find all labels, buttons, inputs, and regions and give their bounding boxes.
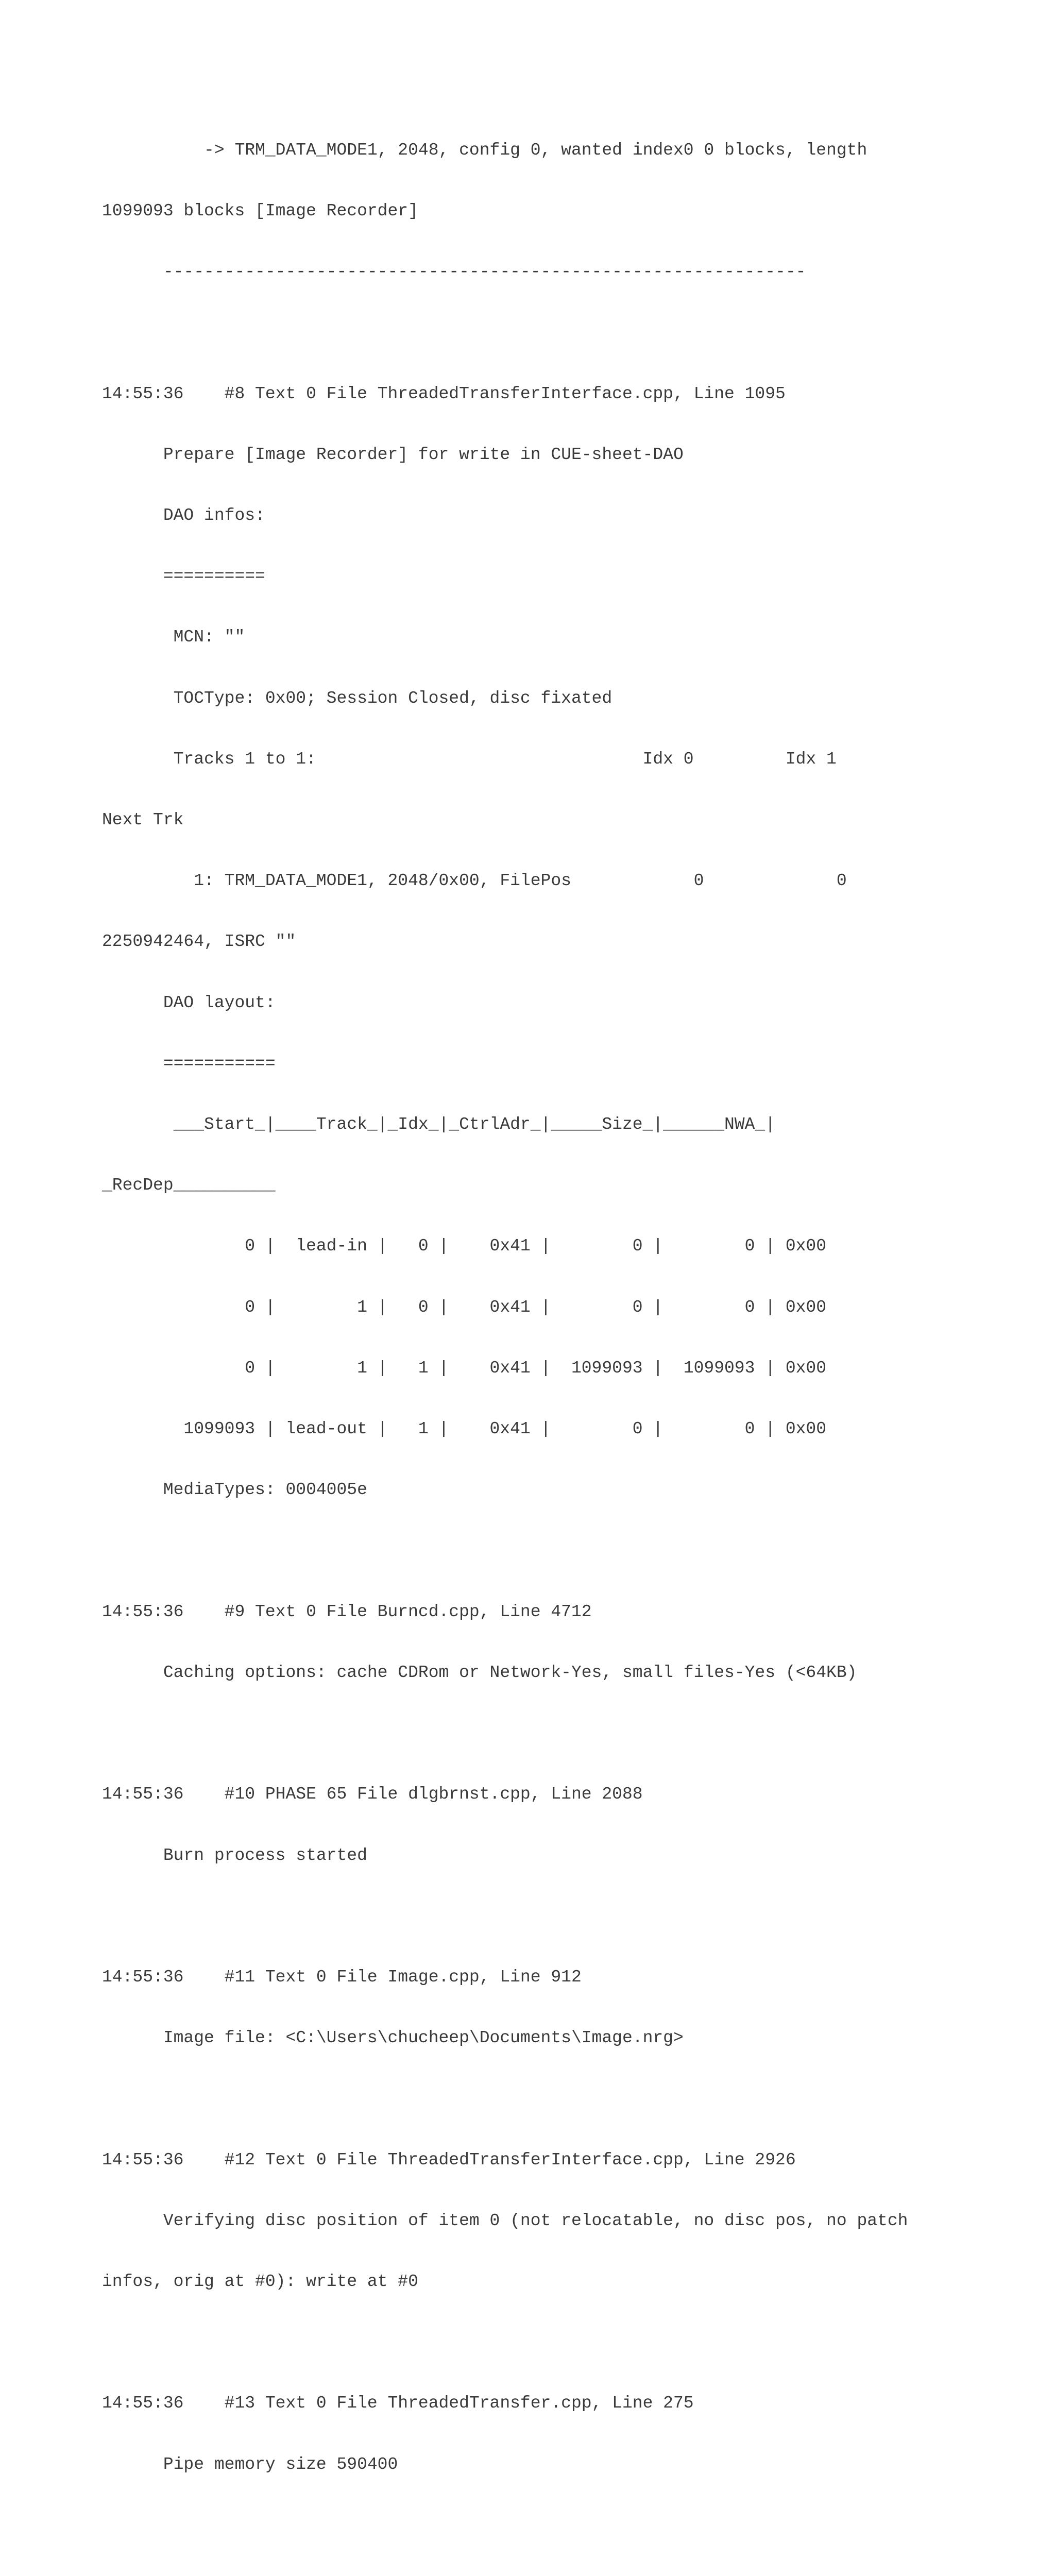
- log-entry-header: 14:55:36 #13 Text 0 File ThreadedTransfer.cpp, Line 275: [102, 2393, 1029, 2413]
- log-line: Prepare [Image Recorder] for write in CUE-sheet-DAO: [102, 445, 1029, 465]
- log-line: ==========: [102, 566, 1029, 586]
- layout-table-header: ___Start_|____Track_|_Idx_|_CtrlAdr_|_____Size_|______NWA_|: [102, 1114, 1029, 1134]
- layout-table-row: 0 | lead-in | 0 | 0x41 | 0 | 0 | 0x00: [102, 1236, 1029, 1256]
- log-line: Tracks 1 to 1: Idx 0 Idx 1: [102, 749, 1029, 769]
- log-entry-header: 14:55:36 #9 Text 0 File Burncd.cpp, Line 4712: [102, 1602, 1029, 1622]
- log-line: Pipe memory size 590400: [102, 2454, 1029, 2475]
- log-line: Next Trk: [102, 810, 1029, 830]
- log-line: DAO layout:: [102, 993, 1029, 1013]
- log-line: ===========: [102, 1054, 1029, 1074]
- blank-line: [102, 2332, 1029, 2352]
- log-entry-header: 14:55:36 #8 Text 0 File ThreadedTransferInterface.cpp, Line 1095: [102, 384, 1029, 404]
- log-line: Verifying disc position of item 0 (not relocatable, no disc pos, no patch: [102, 2211, 1029, 2231]
- log-line: MediaTypes: 0004005e: [102, 1480, 1029, 1500]
- blank-line: [102, 1540, 1029, 1561]
- log-line: Burn process started: [102, 1845, 1029, 1866]
- log-line: infos, orig at #0): write at #0: [102, 2272, 1029, 2292]
- blank-line: [102, 1906, 1029, 1926]
- log-line: DAO infos:: [102, 505, 1029, 526]
- log-line: 1099093 blocks [Image Recorder]: [102, 201, 1029, 221]
- layout-table-header: _RecDep__________: [102, 1175, 1029, 1195]
- layout-table-row: 1099093 | lead-out | 1 | 0x41 | 0 | 0 | 0x00: [102, 1419, 1029, 1439]
- blank-line: [102, 2089, 1029, 2109]
- log-line: 2250942464, ISRC "": [102, 931, 1029, 952]
- log-text-block: [102, 99, 1029, 2576]
- layout-table-row: 0 | 1 | 0 | 0x41 | 0 | 0 | 0x00: [102, 1297, 1029, 1317]
- log-line: Image file: <C:\Users\chucheep\Documents\Image.nrg>: [102, 2028, 1029, 2048]
- log-entry-header: 14:55:36 #10 PHASE 65 File dlgbrnst.cpp, Line 2088: [102, 1784, 1029, 1804]
- separator-line: ---------------------------------------------------------------: [102, 262, 1029, 282]
- log-line: 1: TRM_DATA_MODE1, 2048/0x00, FilePos 0 0: [102, 871, 1029, 891]
- blank-line: [102, 1723, 1029, 1743]
- log-line: Caching options: cache CDRom or Network-Yes, small files-Yes (<64KB): [102, 1663, 1029, 1683]
- blank-line: [102, 2515, 1029, 2535]
- log-line: -> TRM_DATA_MODE1, 2048, config 0, wanted index0 0 blocks, length: [102, 140, 1029, 160]
- blank-line: [102, 323, 1029, 343]
- log-line: MCN: "": [102, 627, 1029, 647]
- log-entry-header: 14:55:36 #11 Text 0 File Image.cpp, Line 912: [102, 1967, 1029, 1987]
- log-entry-header: 14:55:36 #12 Text 0 File ThreadedTransferInterface.cpp, Line 2926: [102, 2150, 1029, 2170]
- log-line: TOCType: 0x00; Session Closed, disc fixated: [102, 688, 1029, 708]
- layout-table-row: 0 | 1 | 1 | 0x41 | 1099093 | 1099093 | 0x00: [102, 1358, 1029, 1378]
